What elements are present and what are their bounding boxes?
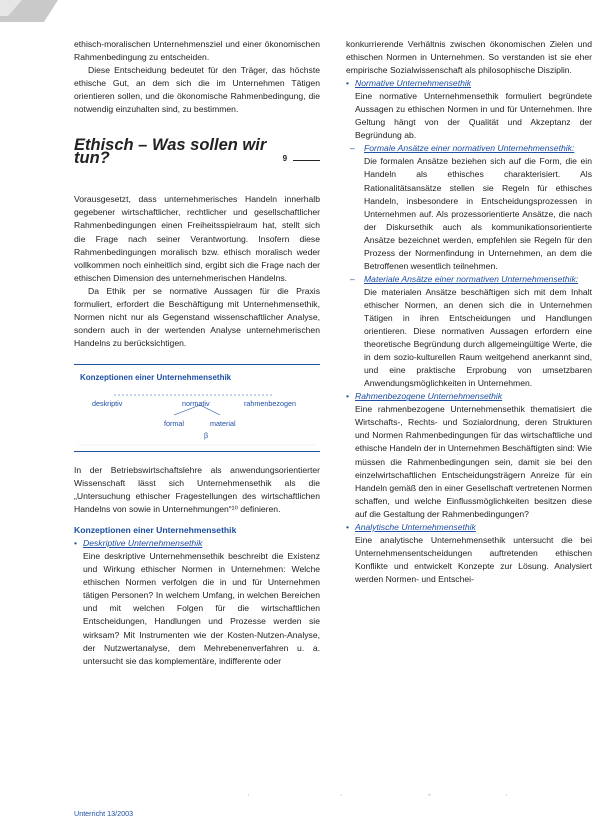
left-paragraph-4: Da Ethik per se normative Aussagen für die Praxis formuliert, erfordert die Beschäftigung mit Unternehmensethik, Normen nicht nur als Gegenstand wissenschaftlicher Analyse, sondern auch in der wertenden Analyse unternehmerischen Handelns zu berücksichtigen. [74, 285, 320, 348]
dash-formal-title: Formale Ansätze einer normativen Unternehmensethik: [364, 143, 575, 154]
bullet-analytisch [346, 521, 592, 586]
right-column [346, 38, 592, 586]
diagram-label-deskriptiv: deskriptiv [92, 398, 123, 408]
left-paragraph-3: Vorausgesetzt, dass unternehmerisches Handeln innerhalb gegebener wirtschaftlicher, rechtlicher und gesellschaftlicher Rahmenbedingungen einen Freiheitsspielraum hat, stellt sich die Frage nach seiner Verantwortung. Insofern diese Rahmenbedingungen moralisch bzw. ethisch moralisch weder vollkommen noch einheitlich sind, ergibt sich die Frage nach der ethischen Dimension des unternehmerischen Handelns. [74, 194, 320, 283]
concept-diagram [74, 364, 320, 452]
diagram-label-material: material [210, 418, 236, 428]
bullet-deskriptiv [74, 537, 320, 667]
dash-formal [346, 142, 592, 272]
left-paragraph-5: In der Betriebswirtschaftslehre als anwendungsorientierter Wissenschaft lässt sich Unternehmensethik als die „Untersuchung ethischer Fragestellungen des wirtschaftlichen Handelns von sowie in Unternehmungen“¹⁰ definieren. [74, 464, 320, 515]
concepts-heading: Konzeptionen einer Unternehmensethik [74, 525, 237, 536]
left-paragraph-1: ethisch-moralischen Unternehmensziel und einer ökonomischen Rahmenbedingung zu entscheiden. [74, 39, 320, 63]
print-mark: ◦ [428, 790, 431, 799]
print-mark: · [247, 790, 250, 799]
diagram-label-normativ: normativ [182, 398, 210, 408]
left-column [74, 38, 320, 668]
heading-footnote-mark: 9 [282, 154, 288, 164]
right-paragraph-1: konkurrierende Verhältnis zwischen ökonomischen Zielen und ethischen Normen in Unternehmen. So verstanden ist sie eher empirische Sozialwissenschaft als philosophische Disziplin. [346, 39, 592, 76]
bullet-normativ-title: Normative Unternehmensethik [355, 78, 472, 89]
dash-material [346, 273, 592, 390]
dash-material-title: Materiale Ansätze einer normativen Unternehmensethik: [364, 273, 579, 284]
diagram-title: Konzeptionen einer Unternehmensethik [80, 372, 232, 382]
diagram-mark: β [204, 430, 209, 440]
bullet-rahmenbezogen-text: Eine rahmenbezogene Unternehmensethik thematisiert die Wirtschafts-, Rechts- und Sozialordnung, deren Strukturen und Normen Rahmenbedingungen für das wirtschaftliche und ethische Handeln der in Unternehmen Beschäftigten sind: Wie müssen die Rahmenbedingungen sein, damit sie bei den einzelwirtschaftlichen Entscheidungsträgern Anreize für ein Handeln gemäß den in einer Gesellschaft vertretenen Normen schaffen, und welche Einflussmöglichkeiten besitzen diese auf die Gestaltung der Rahmenbedingungen? [355, 404, 592, 519]
dash-material-text: Die materialen Ansätze beschäftigen sich mit dem Inhalt ethischer Normen, an denen sich die in Unternehmen Tätigen in ihren Entscheidungen und Handlungen orientieren. Diese normativen Aussagen erfordern eine theoretische Begründung durch allgemeingültige Werte, die in dem sozio-kulturellen Raum weitgehend anerkannt sind, und eine praktische Erprobung von umsetzbaren Anwendungsmöglichkeiten in Unternehmen. [364, 286, 592, 389]
corner-tab [0, 0, 60, 30]
diagram-label-formal: formal [164, 418, 184, 428]
bullet-deskriptiv-title: Deskriptive Unternehmensethik [83, 538, 203, 549]
bullet-normativ [346, 77, 592, 142]
heading-rule [293, 160, 320, 161]
section-heading [74, 136, 320, 168]
print-mark: · [340, 790, 343, 799]
page-footer: Unterricht 13/2003 [74, 809, 134, 818]
bullet-normativ-text: Eine normative Unternehmensethik formuliert begründete Aussagen zu ethischen Normen in und für Unternehmen. Ihre Geltung hängt von der Qualität und Akzeptanz der Begründung ab. [355, 91, 592, 141]
bullet-analytisch-title: Analytische Unternehmensethik [355, 521, 476, 532]
bullet-analytisch-text: Eine analytische Unternehmensethik untersucht die bei Unternehmensentscheidungen auftretenden ethischen Konflikte und entwickelt Konzepte zur Lösung. Analysiert werden Normen- und Entschei- [355, 534, 592, 584]
dash-formal-text: Die formalen Ansätze beziehen sich auf die Form, die ein Handeln als ethisches charakterisiert. Als Rationalitätsansätze stellen sie Regeln für ethisches Handeln, insbesondere in Entscheidungsprozessen in Unternehmen auf. Als prozessorientierte Ansätze, die nach der Diskursethik auch als kommunikationsorientierte Ansätze bezeichnet werden, empfehlen sie Regeln für den Prozess der Normenfindung in Unternehmen, an dem die Betroffenen wesentlich teilnehmen. [364, 156, 592, 271]
left-paragraph-2: Diese Entscheidung bedeutet für den Träger, das höchste ethische Gut, an dem sich die im Unternehmen Tätigen orientieren sollen, und die ökonomische Rahmenbedingung, die notwendig einzuhalten sind, zu bestimmen. [74, 65, 320, 115]
bullet-rahmenbezogen [346, 390, 592, 520]
heading-text: Ethisch – Was sollen wir tun? [74, 136, 267, 168]
print-mark: · [505, 790, 508, 799]
diagram-label-rahmenbezogen: rahmenbezogen [244, 398, 296, 408]
bullet-rahmenbezogen-title: Rahmenbezogene Unternehmensethik [355, 391, 503, 402]
bullet-deskriptiv-text: Eine deskriptive Unternehmensethik beschreibt die Existenz und Wirkung ethischer Normen in Unternehmen: Welche ethischen Normen verfolgen die in und für Unternehmen tätigen Personen? In welchem Umfang, in welchen Bereichen und mit welchen Folgen für die wirtschaftlichen Entscheidungen, Handlungen und Prozesse werden sie wirksam? Mit Instrumenten wie der Kosten-Nutzen-Analyse, der Nutzwertanalyse, dem Mehrebenenverfahren u. a. untersucht sie das komplementäre, indifferente oder [83, 551, 320, 666]
